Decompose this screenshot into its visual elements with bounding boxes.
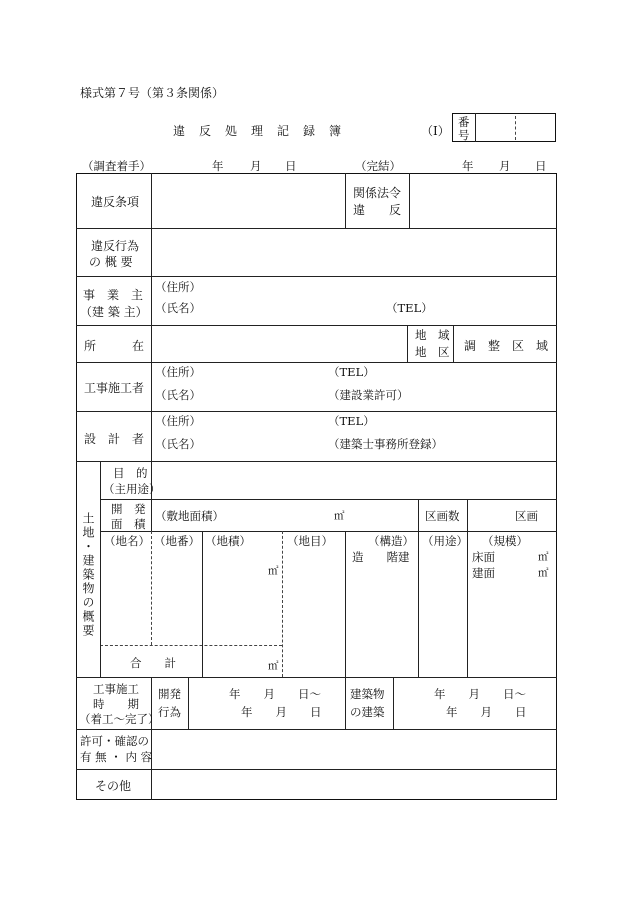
col-place-name: （地名） xyxy=(104,534,150,548)
designer-name-label: （氏名） xyxy=(155,437,201,451)
dev-area-label-2: 面 積 xyxy=(111,517,146,531)
architect-office-label: （建築士事務所登録） xyxy=(328,437,443,451)
builder-permit-label: （建設業許可） xyxy=(328,388,409,402)
district-label-2: 地 区 xyxy=(415,345,450,359)
dev-area-label-1: 開 発 xyxy=(111,502,146,516)
dev-period-start: 年 月 日～ xyxy=(229,687,321,701)
col-use: （用途） xyxy=(422,534,468,548)
related-law-label-1: 関係法令 xyxy=(353,186,402,200)
dev-act-label-1: 開発 xyxy=(158,687,181,701)
location-label-2: 在 xyxy=(132,339,145,353)
district-label-1: 地 域 xyxy=(415,328,450,342)
designer-tel-label: （TEL） xyxy=(328,414,375,428)
contractor-tel-label: （TEL） xyxy=(328,365,375,379)
other-label: その他 xyxy=(95,779,132,793)
violation-clause-label: 違反条項 xyxy=(91,195,140,209)
designer-address-label: （住所） xyxy=(155,414,201,428)
number-label-2: 号 xyxy=(458,128,470,142)
land-building-overview-label: 土地・建築物の概要 xyxy=(81,512,95,638)
structure-value: 造 階建 xyxy=(352,550,410,564)
district-value: 調 整 区 域 xyxy=(464,339,549,353)
building-label-2: の建築 xyxy=(350,705,385,719)
owner-label-1: 事 業 主 xyxy=(83,288,144,302)
col-structure: （構造） xyxy=(368,534,414,548)
violation-clause-field[interactable] xyxy=(152,174,344,227)
building-period-end: 年 月 日 xyxy=(446,705,527,719)
lots-unit: 区画 xyxy=(515,509,538,523)
building-area-unit: ㎡ xyxy=(538,567,549,579)
designer-field[interactable] xyxy=(152,412,556,460)
other-field[interactable] xyxy=(152,770,556,799)
act-summary-label-2: の 概 要 xyxy=(89,255,133,269)
page-title: 違 反 処 理 記 録 簿 xyxy=(173,124,343,138)
date-day: 日 xyxy=(285,159,297,173)
owner-label-2: （建 築 主） xyxy=(80,305,148,319)
owner-address-label: （住所） xyxy=(155,280,201,294)
completion-day: 日 xyxy=(535,159,547,173)
building-area-label: 建面 xyxy=(472,566,495,580)
title-suffix: （Ⅰ） xyxy=(421,124,450,138)
total-area-unit: ㎡ xyxy=(268,660,279,672)
number-label-1: 番 xyxy=(458,115,470,129)
date-month: 月 xyxy=(250,159,262,173)
contractor-field[interactable] xyxy=(152,363,556,410)
purpose-label-2: （主用途） xyxy=(103,482,161,496)
date-year: 年 xyxy=(212,159,224,173)
floor-area-label: 床面 xyxy=(472,550,495,564)
land-area-unit: ㎡ xyxy=(268,565,279,577)
col-scale: （規模） xyxy=(482,534,528,548)
act-summary-field[interactable] xyxy=(152,229,556,275)
act-summary-label-1: 違反行為 xyxy=(91,239,140,253)
related-law-field[interactable] xyxy=(410,174,556,227)
contractor-address-label: （住所） xyxy=(155,365,201,379)
permit-field[interactable] xyxy=(152,730,556,768)
col-land-area: （地積） xyxy=(205,534,251,548)
completion-month: 月 xyxy=(499,159,511,173)
permit-label-2: 有 無 ・ 内 容 xyxy=(80,750,153,764)
related-law-label-2: 違 反 xyxy=(353,203,402,217)
location-label-1: 所 xyxy=(84,339,97,353)
owner-name-label: （氏名） xyxy=(155,301,201,315)
site-area-unit: ㎡ xyxy=(334,510,345,522)
total-label: 合 計 xyxy=(130,656,176,670)
purpose-field[interactable] xyxy=(152,462,556,498)
owner-tel-label: （TEL） xyxy=(386,301,433,315)
dev-period-end: 年 月 日 xyxy=(241,705,322,719)
location-field[interactable] xyxy=(152,326,406,361)
contractor-label: 工事施工者 xyxy=(84,381,145,395)
designer-label: 設 計 者 xyxy=(84,432,145,446)
permit-label-1: 許可・確認の xyxy=(80,734,149,748)
contractor-name-label: （氏名） xyxy=(155,388,201,402)
form-number: 様式第７号（第３条関係） xyxy=(80,86,225,100)
owner-field[interactable] xyxy=(152,277,556,324)
floor-area-unit: ㎡ xyxy=(538,551,549,563)
period-label-2: 時 期 xyxy=(93,697,139,711)
col-lot-number: （地番） xyxy=(154,534,200,548)
lots-label: 区画数 xyxy=(425,509,460,523)
site-area-label: （敷地面積） xyxy=(155,509,224,523)
col-land-category: （地目） xyxy=(287,534,333,548)
period-label-1: 工事施工 xyxy=(93,682,139,696)
completion-year: 年 xyxy=(462,159,474,173)
period-label-3: （着工～完了） xyxy=(79,712,160,726)
dev-act-label-2: 行為 xyxy=(158,705,181,719)
purpose-label-1: 目 的 xyxy=(113,466,148,480)
completion-label: （完結） xyxy=(355,159,401,173)
survey-start-label: （調査着手） xyxy=(82,159,151,173)
building-label-1: 建築物 xyxy=(350,687,385,701)
building-period-start: 年 月 日～ xyxy=(434,687,526,701)
